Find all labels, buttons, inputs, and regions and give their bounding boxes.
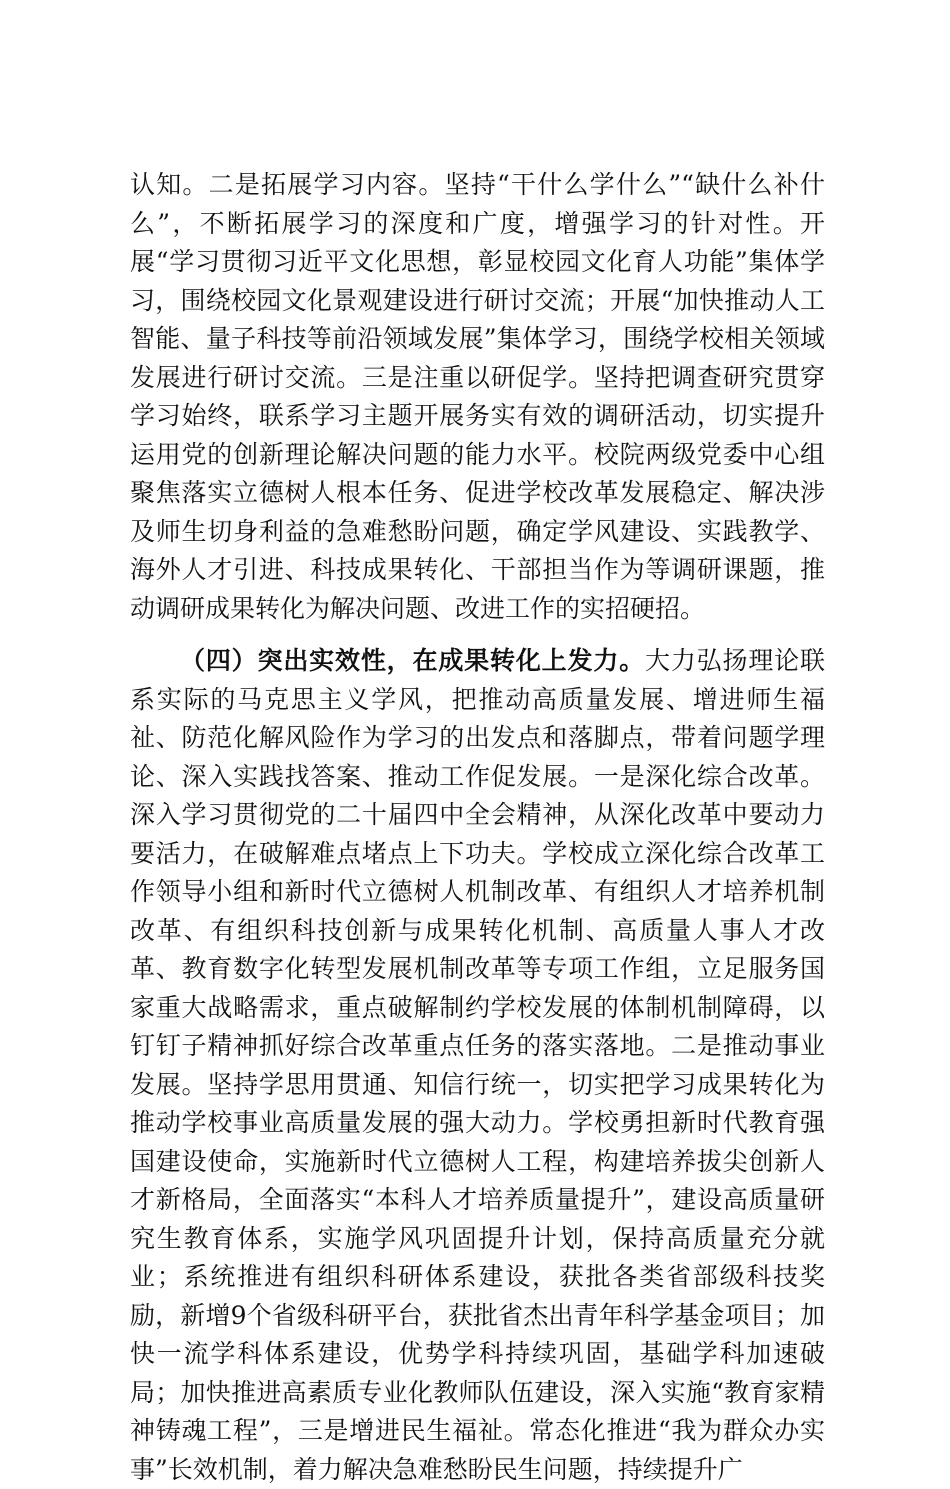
section-heading: （四）突出实效性，在成果转化上发力。 (180, 646, 645, 675)
document-body (130, 166, 825, 1489)
paragraph-2 (130, 642, 825, 1489)
paragraph-1: 认知。二是拓展学习内容。坚持“干什么学什么”“缺什么补什么”，不断拓展学习的深度和广度，增强学习的针对性。开展“学习贯彻习近平文化思想，彰显校园文化育人功能”集体学习，围绕校园文化景观建设进行研讨交流；开展“加快推动人工智能、量子科技等前沿领域发展”集体学习，围绕学校相关领域发展进行研讨交流。三是注重以研促学。坚持把调查研究贯穿学习始终，联系学习主题开展务实有效的调研活动，切实提升运用党的创新理论解决问题的能力水平。校院两级党委中心组聚焦落实立德树人根本任务、促进学校改革发展稳定、解决涉及师生切身利益的急难愁盼问题，确定学风建设、实践教学、海外人才引进、科技成果转化、干部担当作为等调研课题，推动调研成果转化为解决问题、改进工作的实招硬招。 (130, 170, 825, 623)
paragraph-2-body: 大力弘扬理论联系实际的马克思主义学风，把推动高质量发展、增进师生福祉、防范化解风险作为学习的出发点和落脚点，带着问题学理论、深入实践找答案、推动工作促发展。一是深化综合改革。深入学习贯彻党的二十届四中全会精神，从深化改革中要动力要活力，在破解难点堵点上下功夫。学校成立深化综合改革工作领导小组和新时代立德树人机制改革、有组织人才培养机制改革、有组织科技创新与成果转化机制、高质量人事人才改革、教育数字化转型发展机制改革等专项工作组，立足服务国家重大战略需求，重点破解制约学校发展的体制机制障碍，以钉钉子精神抓好综合改革重点任务的落实落地。二是推动事业发展。坚持学思用贯通、知信行统一，切实把学习成果转化为推动学校事业高质量发展的强大动力。学校勇担新时代教育强国建设使命，实施新时代立德树人工程，构建培养拔尖创新人才新格局，全面落实“本科人才培养质量提升”，建设高质量研究生教育体系，实施学风巩固提升计划，保持高质量充分就业；系统推进有组织科研体系建设，获批各类省部级科技奖励，新增9个省级科研平台，获批省杰出青年科学基金项目；加快一流学科体系建设，优势学科持续巩固，基础学科加速破局；加快推进高素质专业化教师队伍建设，深入实施“教育家精神铸魂工程”，三是增进民生福祉。常态化推进“我为群众办实事”长效机制，着力解决急难愁盼民生问题，持续提升广 (130, 646, 825, 1484)
